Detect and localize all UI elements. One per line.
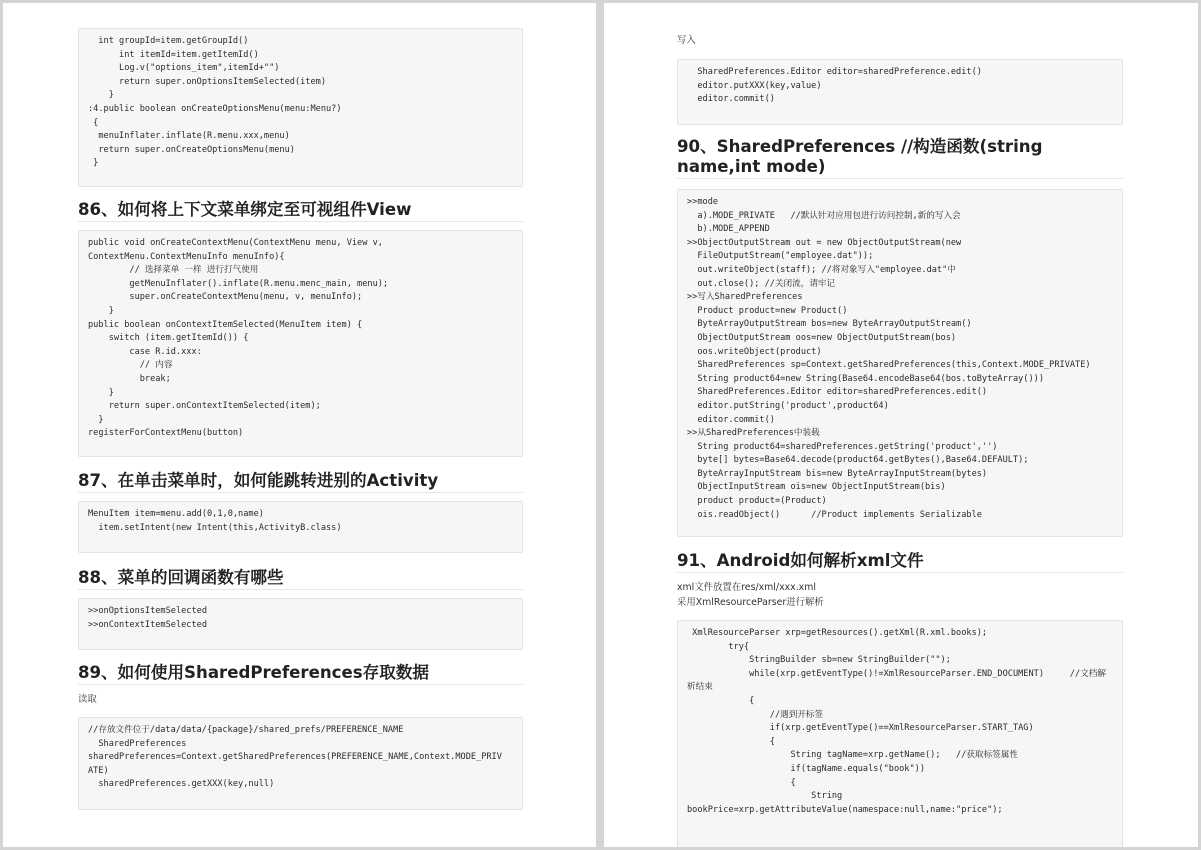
code-lines: [687, 196, 1113, 522]
code-line: return super.onCreateOptionsMenu(menu): [88, 144, 295, 155]
code-line: public void onCreateContextMenu(ContextMenu menu, View v,: [88, 238, 383, 248]
code-line: String product64=new String(Base64.encodeBase64(bos.toByteArray())): [687, 373, 1044, 384]
code-lines: [88, 508, 513, 535]
code-lines: [687, 66, 1113, 107]
code-block-menu-intent: [78, 501, 523, 553]
code-line: :4.public boolean onCreateOptionsMenu(menu:Menu?): [88, 103, 342, 114]
code-line: ObjectInputStream ois=new ObjectInputStream(bis): [687, 482, 946, 493]
code-line: try{: [687, 641, 750, 652]
code-line: String tagName=xrp.getName(); //获取标签属性: [687, 750, 1018, 761]
code-line: >>从SharedPreferences中装载: [687, 428, 820, 439]
section-88-title: 88、菜单的回调函数有哪些: [78, 567, 523, 590]
code-lines: [88, 35, 513, 171]
code-block-options-menu: [78, 28, 523, 187]
code-line: b).MODE_APPEND: [687, 224, 770, 235]
code-line: Log.v("options_item",itemId+""): [88, 63, 280, 74]
code-block-context-menu: [78, 230, 523, 457]
code-block-shared-prefs-write: [677, 59, 1123, 125]
write-label: 写入: [677, 35, 696, 46]
code-block-menu-callbacks: [78, 598, 523, 650]
xml-parser-text: 采用XmlResourceParser进行解析: [677, 597, 824, 608]
code-lines: [88, 237, 513, 441]
code-line: 析结束: [687, 682, 713, 693]
code-line: String product64=sharedPreferences.getString('product',''): [687, 441, 998, 452]
code-line: oos.writeObject(product): [687, 346, 822, 357]
code-line: StringBuilder sb=new StringBuilder("");: [687, 655, 951, 666]
code-line: {: [88, 117, 99, 128]
code-line: editor.commit(): [687, 414, 775, 425]
section-89-title: 89、如何使用SharedPreferences存取数据: [78, 662, 523, 685]
code-line: bookPrice=xrp.getAttributeValue(namespace:null,name:"price");: [687, 804, 1003, 815]
code-line: product product=(Product): [687, 496, 827, 507]
code-block-xml-parser: [677, 620, 1123, 847]
section-86-title: 86、如何将上下文菜单绑定至可视组件View: [78, 199, 523, 222]
code-line: if(tagName.equals("book")): [687, 763, 925, 774]
code-line: out.close(); //关闭流，请牢记: [687, 278, 836, 289]
code-block-shared-prefs-mode: [677, 189, 1123, 537]
code-line: break;: [88, 373, 171, 384]
code-line: editor.putString('product',product64): [687, 400, 889, 411]
code-line: SharedPreferences.Editor editor=sharedPreference.edit(): [687, 67, 982, 77]
code-line: FileOutputStream("employee.dat"));: [687, 251, 874, 262]
code-line: case R.id.xxx:: [88, 346, 202, 357]
code-line: SharedPreferences sp=Context.getSharedPreferences(this,Context.MODE_PRIVATE): [687, 360, 1091, 371]
code-line: {: [687, 777, 796, 788]
code-line: >>写入SharedPreferences: [687, 292, 803, 303]
code-line: //存放文件位于/data/data/{package}/shared_prefs/PREFERENCE_NAME: [88, 725, 404, 735]
code-line: MenuItem item=menu.add(0,1,0,name): [88, 509, 264, 519]
section-90-title: 90、SharedPreferences //构造函数(string name,int mode): [677, 137, 1123, 179]
code-line: }: [88, 90, 114, 101]
code-line: Product product=new Product(): [687, 305, 848, 316]
xml-location-text: xml文件放置在res/xml/xxx.xml: [677, 582, 816, 593]
section-91-title: 91、Android如何解析xml文件: [677, 550, 1123, 573]
code-line: getMenuInflater().inflate(R.menu.menc_main, menu);: [88, 278, 389, 289]
code-lines: [687, 627, 1113, 817]
code-line: if(xrp.getEventType()==XmlResourceParser.START_TAG): [687, 723, 1034, 734]
code-line: {: [687, 695, 755, 706]
code-line: sharedPreferences.getXXX(key,null): [88, 779, 275, 790]
code-line: XmlResourceParser xrp=getResources().getXml(R.xml.books);: [687, 628, 988, 638]
code-line: a).MODE_PRIVATE //默认针对应用包进行访问控制,新的写入会: [687, 210, 961, 221]
right-page: [604, 3, 1198, 847]
code-line: editor.commit(): [687, 94, 775, 105]
code-line: >>mode: [687, 197, 719, 207]
code-line: }: [88, 414, 104, 425]
code-line: item.setIntent(new Intent(this,ActivityB.class): [88, 522, 342, 533]
code-line: >>onOptionsItemSelected: [88, 606, 207, 616]
code-line: //遇到开标签: [687, 709, 824, 720]
code-line: public boolean onContextItemSelected(MenuItem item) {: [88, 319, 363, 330]
code-line: String: [687, 791, 843, 802]
code-line: switch (item.getItemId()) {: [88, 333, 249, 344]
code-line: editor.putXXX(key,value): [687, 80, 822, 91]
code-line: menuInflater.inflate(R.menu.xxx,menu): [88, 131, 290, 142]
code-line: return super.onContextItemSelected(item);: [88, 401, 321, 412]
read-label: 读取: [78, 694, 97, 705]
code-line: >>onContextItemSelected: [88, 619, 207, 630]
code-line: ByteArrayOutputStream bos=new ByteArrayOutputStream(): [687, 319, 972, 330]
code-line: return super.onOptionsItemSelected(item): [88, 76, 326, 87]
code-line: // 内容: [88, 360, 173, 371]
code-line: while(xrp.getEventType()!=XmlResourceParser.END_DOCUMENT) //文档解: [687, 668, 1106, 679]
code-line: ObjectOutputStream oos=new ObjectOutputStream(bos): [687, 332, 957, 343]
code-line: ContextMenu.ContextMenuInfo menuInfo){: [88, 251, 285, 262]
code-line: registerForContextMenu(button): [88, 428, 244, 439]
code-line: }: [88, 305, 114, 316]
code-line: }: [88, 158, 99, 169]
code-line: int itemId=item.getItemId(): [88, 49, 259, 60]
code-block-shared-prefs-read: [78, 717, 523, 810]
code-line: {: [687, 736, 775, 747]
code-lines: [88, 605, 513, 632]
code-line: SharedPreferences.Editor editor=sharedPreferences.edit(): [687, 387, 988, 398]
left-page: [3, 3, 596, 847]
code-line: super.onCreateContextMenu(menu, v, menuInfo);: [88, 292, 363, 303]
code-line: }: [88, 387, 114, 398]
code-line: ATE): [88, 765, 109, 776]
code-line: out.writeObject(staff); //将对象写入"employee.dat"中: [687, 264, 956, 275]
code-line: ois.readObject() //Product implements Serializable: [687, 509, 982, 520]
section-87-title: 87、在单击菜单时，如何能跳转进别的Activity: [78, 470, 523, 493]
code-line: int groupId=item.getGroupId(): [88, 36, 249, 46]
code-lines: [88, 724, 513, 792]
code-line: sharedPreferences=Context.getSharedPreferences(PREFERENCE_NAME,Context.MODE_PRIV: [88, 752, 502, 763]
code-line: byte[] bytes=Base64.decode(product64.getBytes(),Base64.DEFAULT);: [687, 455, 1029, 466]
code-line: ByteArrayInputStream bis=new ByteArrayInputStream(bytes): [687, 468, 988, 479]
code-line: // 选择菜单 一样 进行打气使用: [88, 265, 259, 276]
code-line: >>ObjectOutputStream out = new ObjectOutputStream(new: [687, 237, 962, 248]
code-line: SharedPreferences: [88, 738, 187, 749]
